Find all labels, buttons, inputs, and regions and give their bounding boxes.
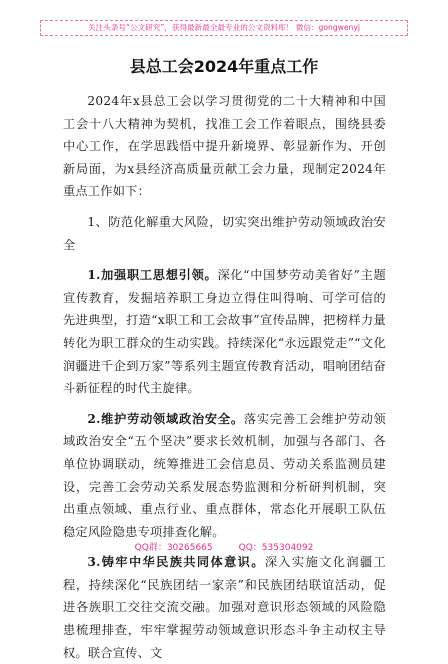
item-1-body: 深化“中国梦劳动美省好”主题宣传教育，发掘培养职工身边立得住叫得响、可学可信的先进典型，打造“x职工和工会故事”宣传品牌，把榜样力量转化为职工群众的生动实践。持续深化“永远跟党走”“文化润疆进千企到万家”等系列主题宣传教育活动，唱响团结奋斗新征程的时代主旋律。: [63, 268, 386, 396]
item-2-heading: 2.维护劳动领域政治安全。: [87, 411, 244, 426]
item-2-body: 落实完善工会维护劳动领域政治安全“五个坚决”要求长效机制，加强与各部门、各单位协调联动，统筹推进工会信息员、劳动关系监测员建设，完善工会劳动关系发展态势监测和分析研判机制，突出重点领域、重点行业、重点群体，常态化开展职工队伍稳定风险隐患专项排查化解。: [63, 411, 386, 539]
section-heading: 1、防范化解重大风险，切实突出维护劳动领域政治安全: [63, 214, 386, 252]
item-3-heading: 3.铸牢中华民族共同体意识。: [87, 555, 265, 570]
document-title: 县总工会2024年重点工作: [129, 57, 319, 76]
promo-banner: 关注头条号“公文研究”，获得最新最全最专业的公文资料库！ 微信：gongwenyj: [40, 20, 408, 36]
footer-contact: [0, 540, 448, 553]
qq-number: QQ：535304092: [238, 543, 314, 553]
intro-paragraph: 2024年x县总工会以学习贯彻党的二十大精神和中国工会十八大精神为契机，找准工会工作着眼点，围绕县委中心工作，在学思践悟中提升新境界、彰显新作为、开创新局面，为x县经济高质量贡献工会力量，现制定2024年重点工作如下：: [63, 94, 386, 199]
item-1-paragraph: [63, 264, 386, 400]
document-body: [63, 90, 386, 664]
item-2-paragraph: [63, 408, 386, 544]
qq-group-number: QQ群：30265665: [134, 543, 213, 553]
item-3-paragraph: [63, 551, 386, 664]
item-3-body: 深入实施文化润疆工程，持续深化“民族团结一家亲”和民族团结联谊活动，促进各族职工交往交流交融。加强对意识形态领域的风险隐患梳理排查，牢牢掌握劳动领域意识形态斗争主动权主导权。联合宣传、文: [63, 555, 386, 660]
item-1-heading: 1.加强职工思想引领。: [87, 268, 218, 283]
